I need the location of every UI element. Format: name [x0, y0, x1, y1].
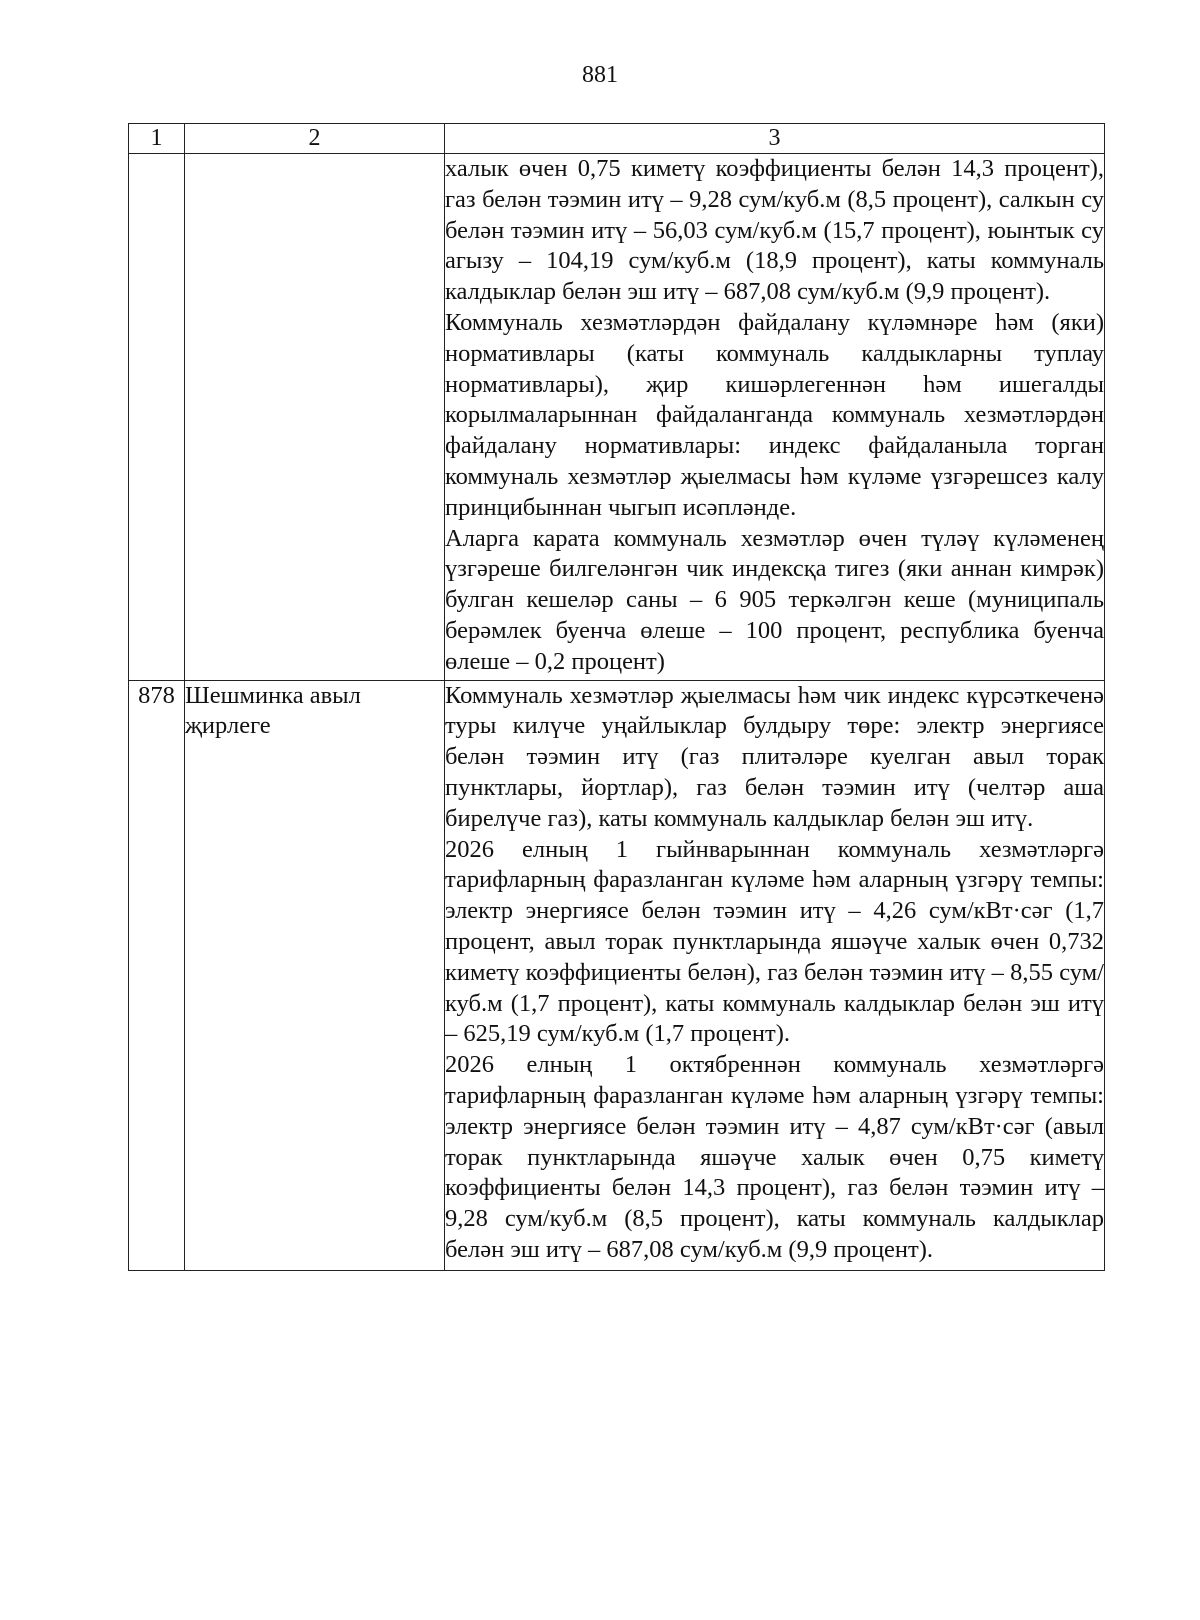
column-header-3: 3 — [445, 124, 1105, 154]
settlement-name-cell — [185, 154, 445, 681]
column-header-2: 2 — [185, 124, 445, 154]
paragraph: 2026 елның 1 гыйнварыннан коммуналь хезмәтләргә тарифларның фаразланган күләме һәм аларның үзгәрү темпы: электр энергиясе белән тәэмин итү – 4,26 сум/кВт·сәг (1,7 процент, авыл торак пунктларында яшәүче халык өчен 0,732 киметү коэффициенты белән), газ белән тәэмин итү – 8,55 сум/куб.м (1,7 процент), каты коммуналь калдыклар белән эш итү – 625,19 сум/куб.м (1,7 процент). — [445, 835, 1104, 1048]
description-cell — [445, 154, 1105, 681]
paragraph: 2026 елның 1 октябреннән коммуналь хезмәтләргә тарифларның фаразланган күләме һәм аларның үзгәрү темпы: электр энергиясе белән тәэмин итү – 4,87 сум/кВт·сәг (авыл торак пунктларында яшәүче халык өчен 0,75 киметү коэффициенты белән 14,3 процент), газ белән тәэмин итү – 9,28 сум/куб.м (8,5 процент), каты коммуналь калдыклар белән эш итү – 687,08 сум/куб.м (9,9 процент). — [445, 1051, 1104, 1263]
settlement-name-cell: Шешминка авыл җирлеге — [185, 680, 445, 1270]
tariff-table — [128, 123, 1105, 1271]
paragraph: Аларга карата коммуналь хезмәтләр өчен түләү күләменең үзгәреше билгеләнгән чик индексқа тигез (яки аннан кимрәк) булган кешеләр саны – 6 905 теркәлгән кеше (муниципаль берәмлек буенча өлеше – 100 процент, республика буенча өлеше – 0,2 процент) — [445, 524, 1104, 675]
table-row-continuation — [129, 154, 1105, 681]
paragraph: Коммуналь хезмәтләрдән файдалану күләмнәре һәм (яки) нормативлары (каты коммуналь калдыкларны туплау нормативлары), җир кишәрлегеннән һәм ишегалды корылмаларыннан файдаланганда коммуналь хезмәтләрдән файдалану нормативлары: индекс файдаланыла торган коммуналь хезмәтләр җыелмасы һәм күләме үзгәрешсез калу принцибыннан чыгып исәпләнде. — [445, 308, 1104, 521]
column-header-1: 1 — [129, 124, 185, 154]
table-row-878 — [129, 680, 1105, 1270]
row-number-cell — [129, 154, 185, 681]
description-cell — [445, 680, 1105, 1270]
table-header-row — [129, 124, 1105, 154]
paragraph: халык өчен 0,75 киметү коэффициенты белән 14,3 процент), газ белән тәэмин итү – 9,28 сум/куб.м (8,5 процент), салкын су белән тәэмин итү – 56,03 сум/куб.м (15,7 процент), юынтык су агызу – 104,19 сум/куб.м (18,9 процент), каты коммуналь калдыклар белән эш итү – 687,08 сум/куб.м (9,9 процент). — [445, 155, 1104, 306]
page-number: 881 — [582, 62, 618, 88]
row-number-cell: 878 — [129, 680, 185, 1270]
paragraph: Коммуналь хезмәтләр җыелмасы һәм чик индекс күрсәткеченә туры килүче уңайлыклар булдыру төре: электр энергиясе белән тәэмин итү (газ плитәләре куелган авыл торак пунктлары, йортлар), газ белән тәэмин итү (челтәр аша бирелүче газ), каты коммуналь калдыклар белән эш итү. — [445, 681, 1104, 832]
